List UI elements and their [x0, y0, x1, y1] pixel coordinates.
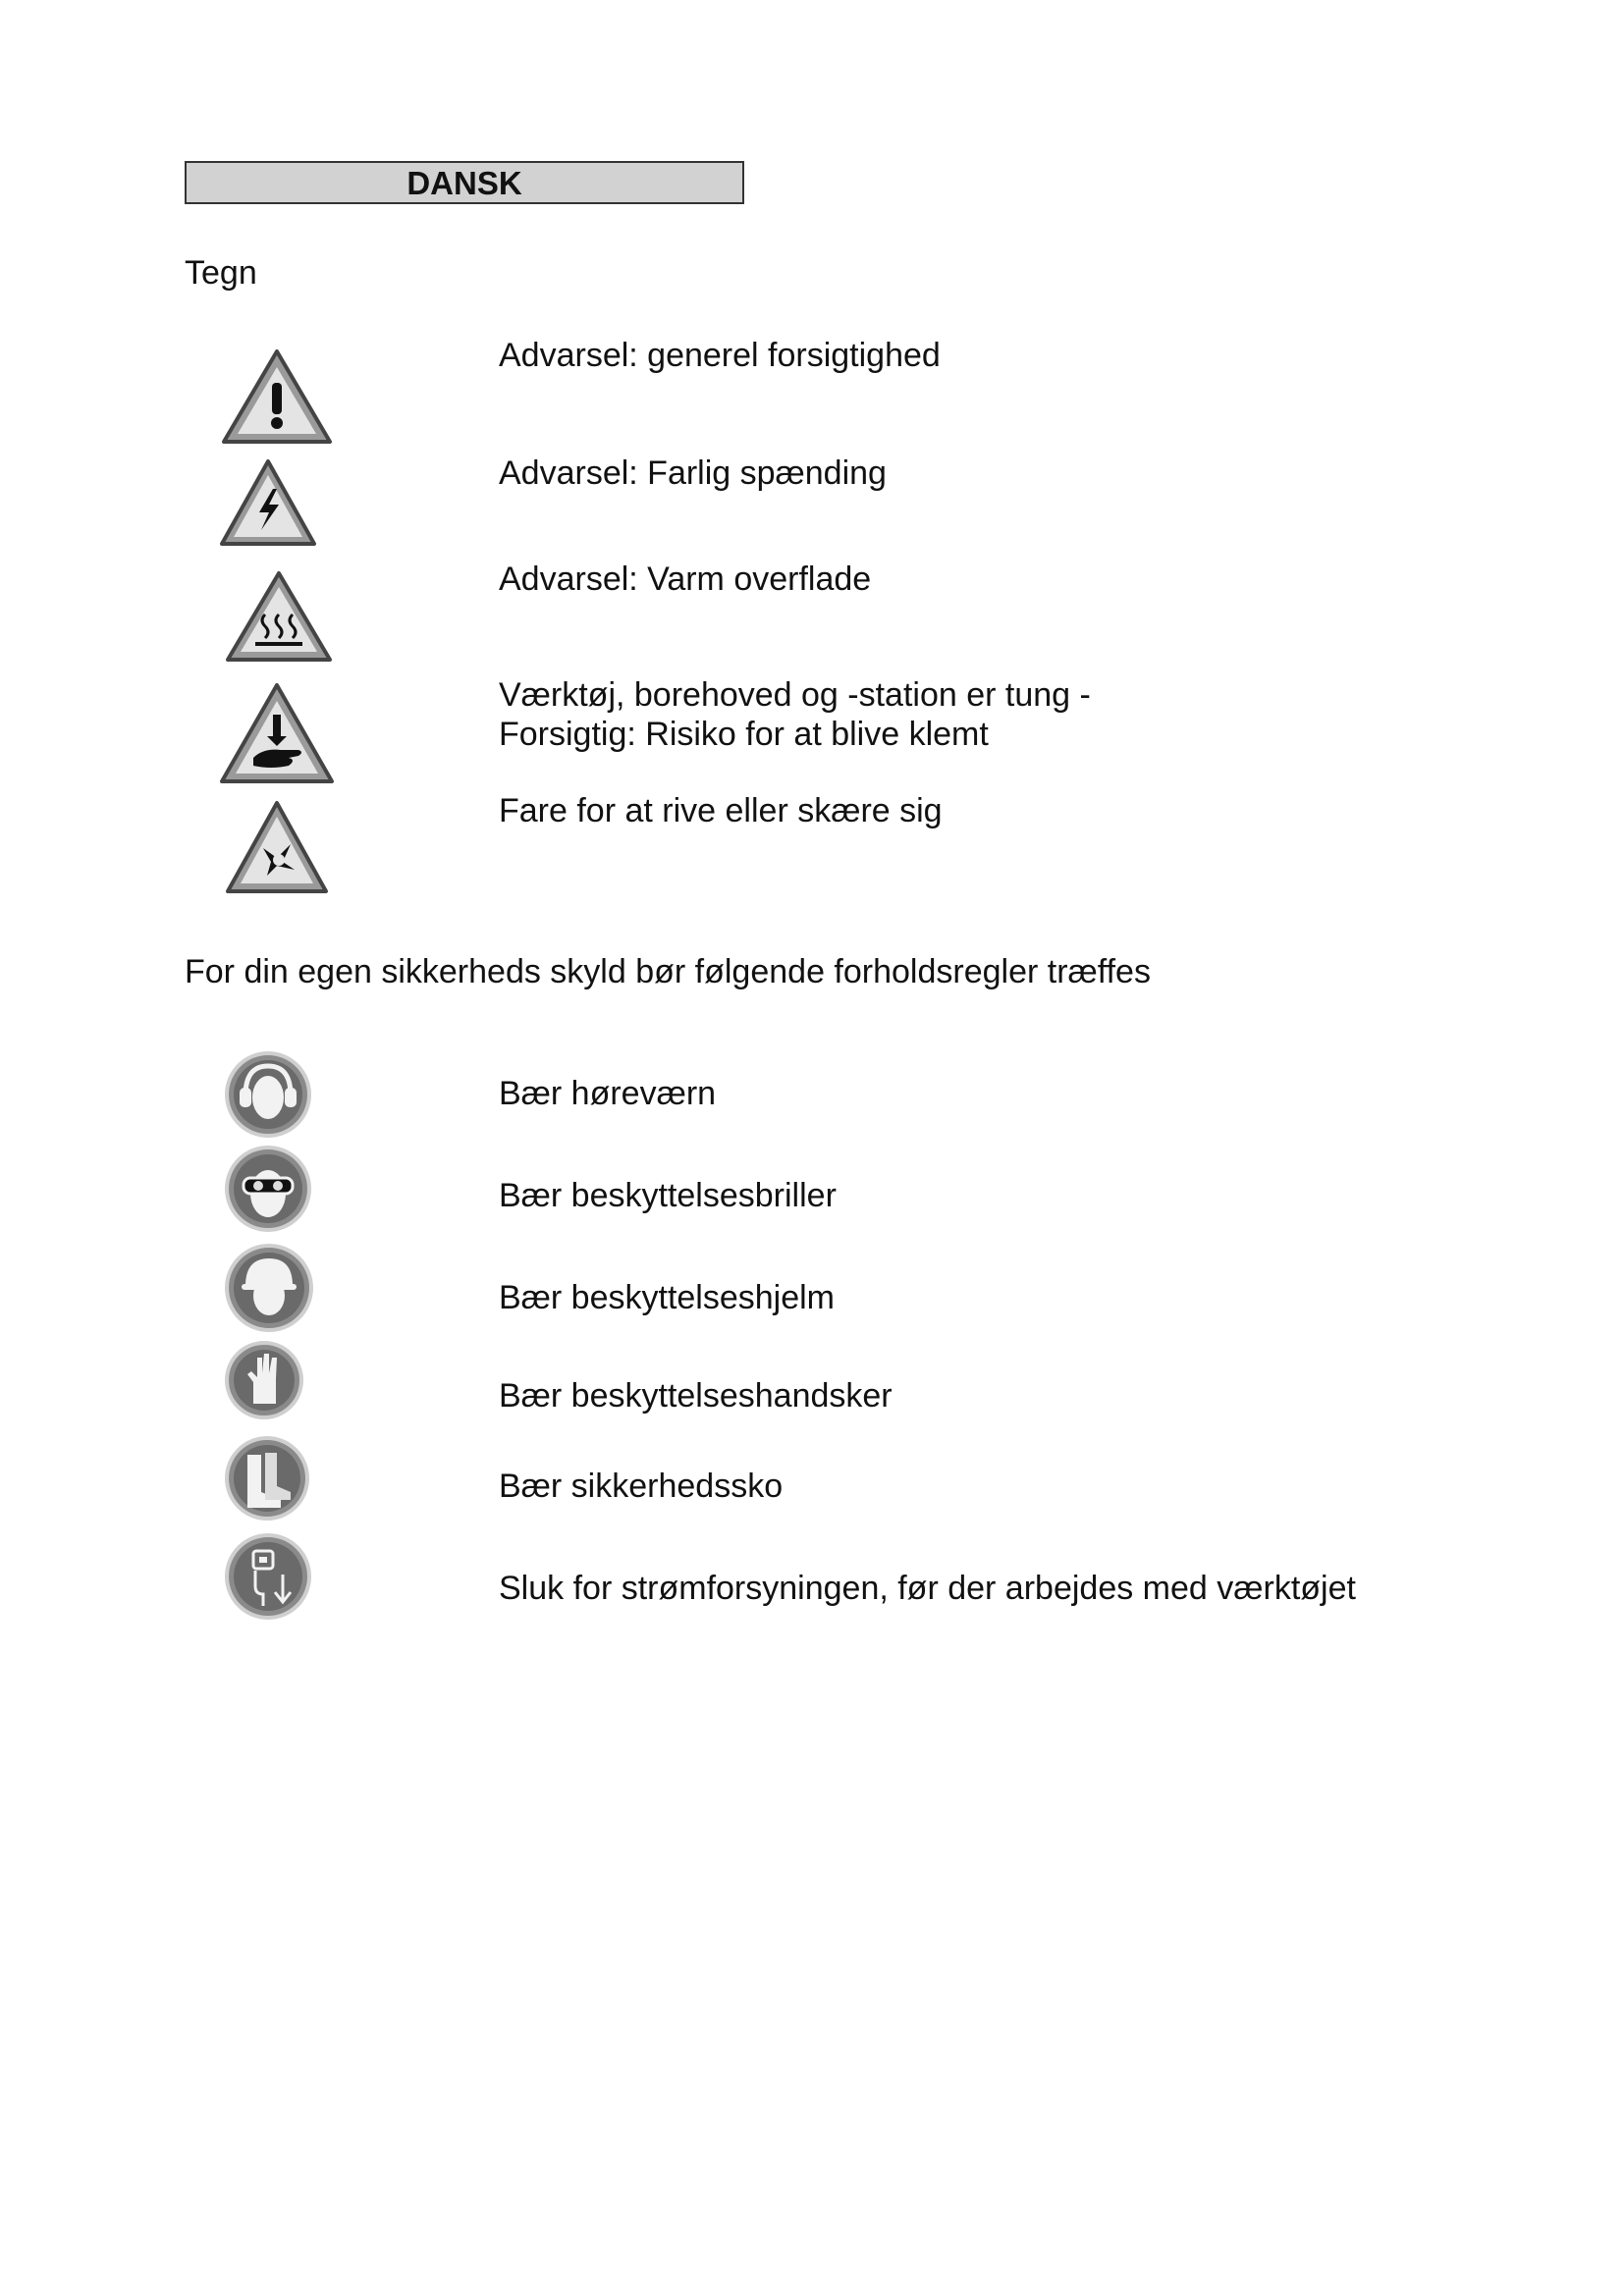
warning-general-text: Advarsel: generel forsigtighed: [499, 337, 941, 374]
warning-crush-text-line1: Værktøj, borehoved og -station er tung -: [499, 676, 1091, 714]
precaution-gloves-text: Bær beskyttelseshandsker: [499, 1377, 893, 1415]
language-heading: DANSK: [406, 165, 522, 201]
precaution-unplug-text: Sluk for strømforsyningen, før der arbejdes med værktøjet: [499, 1570, 1356, 1607]
safety-goggles-icon: [224, 1145, 312, 1233]
crush-hand-warning-icon: [216, 679, 338, 789]
ear-protection-icon: [224, 1050, 312, 1139]
precaution-helmet-text: Bær beskyttelseshjelm: [499, 1279, 836, 1316]
section-title-signs: Tegn: [185, 254, 257, 292]
section-title-precautions: For din egen sikkerheds skyld bør følgende forholdsregler træffes: [185, 953, 1151, 990]
safety-helmet-icon: [224, 1243, 314, 1333]
unplug-power-icon: [224, 1531, 312, 1622]
warning-hot-surface-text: Advarsel: Varm overflade: [499, 561, 872, 598]
cut-hazard-warning-icon: [222, 797, 332, 897]
hot-surface-warning-icon: [222, 567, 336, 666]
precaution-shoes-text: Bær sikkerhedssko: [499, 1468, 784, 1505]
safety-gloves-icon: [224, 1339, 304, 1421]
precaution-goggles-text: Bær beskyttelsesbriller: [499, 1177, 837, 1214]
precaution-ear-text: Bær høreværn: [499, 1075, 717, 1112]
language-heading-box: [185, 161, 744, 204]
electric-shock-warning-icon: [216, 455, 320, 550]
warning-cut-text: Fare for at rive eller skære sig: [499, 792, 943, 829]
warning-voltage-text: Advarsel: Farlig spænding: [499, 454, 887, 492]
safety-shoes-icon: [224, 1435, 310, 1522]
general-warning-icon: [218, 346, 336, 448]
warning-crush-text-line2: Forsigtig: Risiko for at blive klemt: [499, 716, 989, 753]
